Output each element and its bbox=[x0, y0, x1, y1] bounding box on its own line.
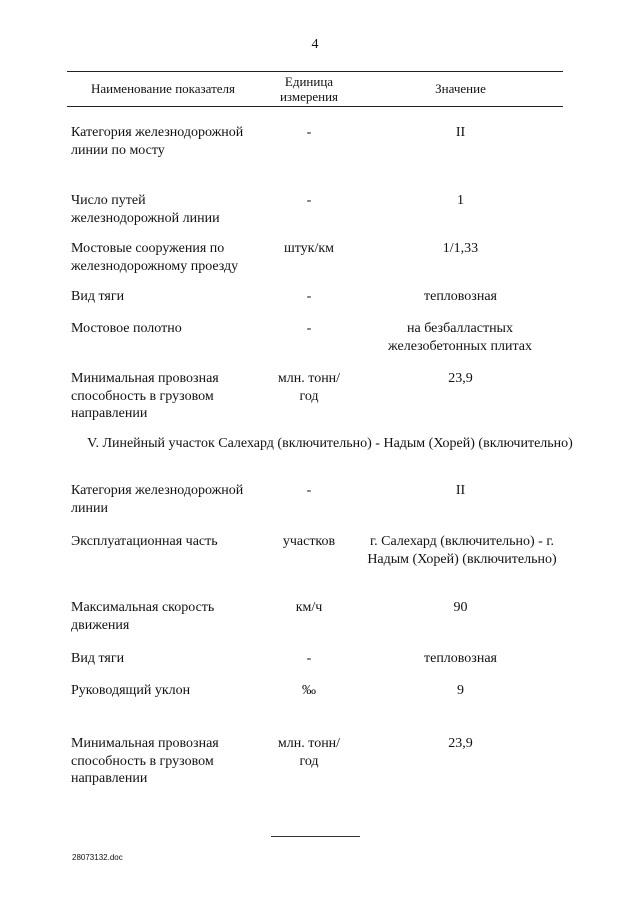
row-unit: - bbox=[306, 289, 312, 304]
row-value: тепловозная bbox=[423, 289, 497, 304]
row-unit: - bbox=[306, 483, 312, 498]
header-name: Наименование показателя bbox=[90, 81, 236, 96]
row-unit: - bbox=[306, 125, 312, 140]
row-name: Минимальная провозная способность в грузовом направлении bbox=[71, 371, 219, 421]
row-name: Минимальная провозная способность в грузовом направлении bbox=[71, 736, 219, 786]
document-id: 28073132.doc bbox=[72, 853, 123, 862]
row-unit: - bbox=[306, 193, 312, 208]
row-unit: млн. тонн/год bbox=[277, 371, 341, 404]
row-unit: - bbox=[306, 321, 312, 336]
row-value: на безбалластных железобетонных плитах bbox=[388, 321, 532, 354]
row-value: II bbox=[455, 125, 466, 140]
table-top-rule bbox=[67, 71, 563, 72]
row-unit: млн. тонн/год bbox=[277, 736, 341, 769]
row-unit: - bbox=[306, 651, 312, 666]
section-title: V. Линейный участок Салехард (включительно) - Надым (Хорей) (включительно) bbox=[87, 436, 573, 451]
row-value: 9 bbox=[457, 683, 464, 698]
footer-rule bbox=[271, 836, 360, 837]
row-value: 23,9 bbox=[448, 736, 473, 751]
row-name: Категория железнодорожной линии bbox=[71, 483, 244, 516]
row-value: 90 bbox=[453, 600, 468, 615]
table-header-bottom-rule bbox=[67, 106, 563, 107]
row-name: Мостовое полотно bbox=[71, 321, 182, 336]
row-value: тепловозная bbox=[423, 651, 497, 666]
row-value: 1/1,33 bbox=[442, 241, 479, 256]
header-value: Значение bbox=[435, 81, 486, 96]
row-name: Категория железнодорожной линии по мосту bbox=[71, 125, 244, 158]
row-value: г. Салехард (включительно) - г. Надым (Хорей) (включительно) bbox=[367, 534, 557, 567]
page-number: 4 bbox=[311, 37, 319, 52]
row-name: Вид тяги bbox=[71, 651, 125, 666]
row-name: Руководящий уклон bbox=[71, 683, 191, 698]
row-name: Эксплуатационная часть bbox=[71, 534, 218, 549]
row-value: II bbox=[455, 483, 466, 498]
row-name: Вид тяги bbox=[71, 289, 125, 304]
row-unit: штук/км bbox=[283, 241, 335, 256]
row-name: Максимальная скорость движения bbox=[71, 600, 215, 633]
row-value: 23,9 bbox=[448, 371, 473, 386]
row-value: 1 bbox=[457, 193, 464, 208]
row-unit: км/ч bbox=[295, 600, 323, 615]
row-unit: ‰ bbox=[302, 683, 316, 698]
row-unit: участков bbox=[282, 534, 336, 549]
row-name: Число путей железнодорожной линии bbox=[71, 193, 220, 226]
header-unit: Единица измерения bbox=[279, 74, 339, 104]
row-name: Мостовые сооружения по железнодорожному проезду bbox=[71, 241, 239, 274]
